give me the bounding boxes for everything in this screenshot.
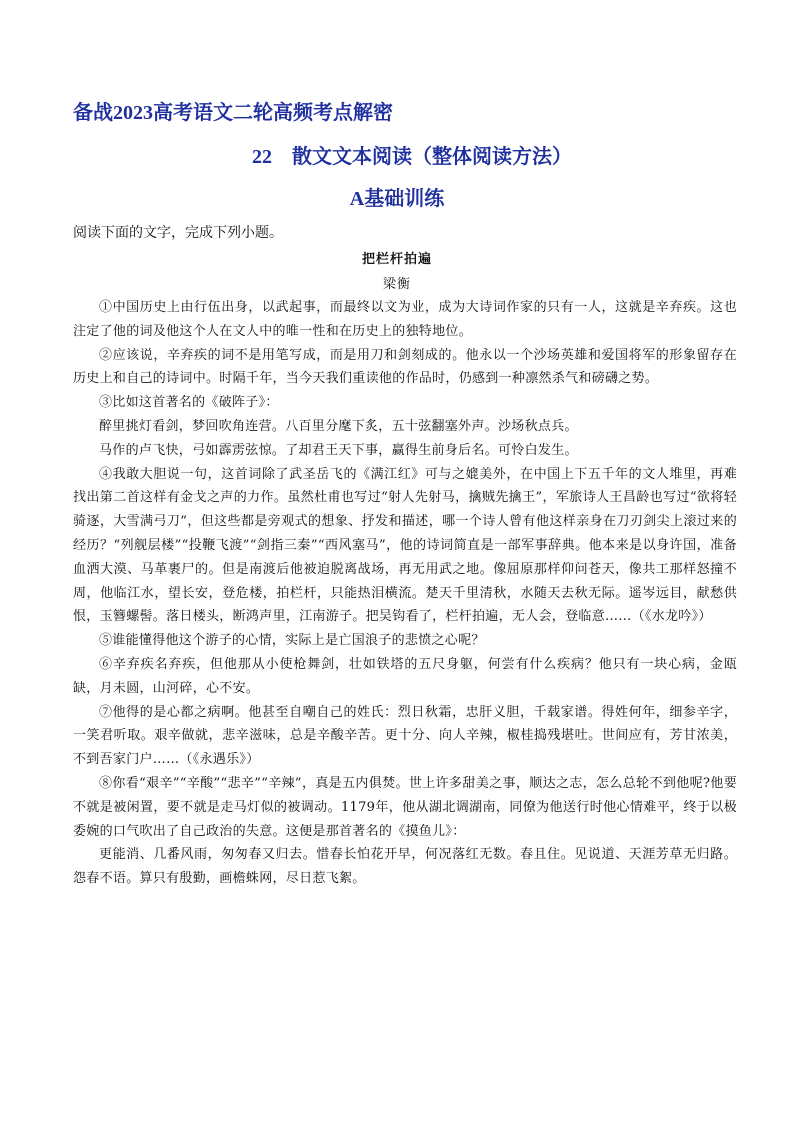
paragraph: ⑥辛弃疾名弃疾，但他那从小使枪舞剑，壮如铁塔的五尺身躯，何尝有什么疾病？他只有一块心病，金瓯缺，月未圆，山河碎，心不安。 <box>73 656 737 696</box>
sub-title: 22 散文文本阅读（整体阅读方法） <box>252 146 572 168</box>
poem-line: 马作的卢飞快，弓如霹雳弦惊。了却君王天下事，赢得生前身后名。可怜白发生。 <box>99 442 578 458</box>
article-body <box>73 296 737 891</box>
paragraph: ①中国历史上由行伍出身，以武起事，而最终以文为业，成为大诗词作家的只有一人，这就是辛弃疾。这也注定了他的词及他这个人在文人中的唯一性和在历史上的独特地位。 <box>73 300 737 339</box>
poem-line: 更能消、几番风雨，匆匆春又归去。惜春长怕花开早，何况落红无数。春且住。见说道、天涯芳草无归路。怨春不语。算只有殷勤，画檐蛛网，尽日惹飞絮。 <box>73 847 737 887</box>
paragraph: ⑧你看“艰辛”“辛酸”“悲辛”“辛辣”，真是五内俱焚。世上许多甜美之事，顺达之志，怎么总轮不到他呢?他要不就是被闲置，要不就是走马灯似的被调动。1179年，他从湖北调湖南，同僚为他送行时他心情难平，终于以极委婉的口气吹出了自己政治的失意。这便是那首著名的《摸鱼儿》： <box>73 775 737 839</box>
main-title: 备战2023高考语文二轮高频考点解密 <box>73 102 393 124</box>
instruction-text: 阅读下面的文字，完成下列小题。 <box>73 224 283 240</box>
poem-line: 醉里挑灯看剑，梦回吹角连营。八百里分麾下炙，五十弦翻塞外声。沙场秋点兵。 <box>99 418 578 434</box>
article-title: 把栏杆拍遍 <box>361 252 432 267</box>
paragraph: ③比如这首著名的《破阵子》： <box>99 395 279 411</box>
article-author: 梁衡 <box>382 277 411 292</box>
paragraph: ⑦他得的是心都之病啊。他甚至自嘲自己的姓氏：烈日秋霜，忠肝义胆，千载家谱。得姓何年，细参辛字，一笑君听取。艰辛做就，悲辛滋味，总是辛酸辛苦。更十分、向人辛辣，椒桂捣残堪吐。世间应有，芳甘浓美，不到吾家门户……（《永遇乐》） <box>73 704 737 768</box>
section-title: A基础训练 <box>349 188 445 210</box>
paragraph: ④我敢大胆说一句，这首词除了武圣岳飞的《满江红》可与之媲美外，在中国上下五千年的文人堆里，再难找出第二首这样有金戈之声的力作。虽然杜甫也写过“射人先射马，擒贼先擒王”，军旅诗人王昌龄也写过“欲将轻骑逐，大雪满弓刀”，但这些都是旁观式的想象、抒发和描述，哪一个诗人曾有他这样亲身在刀刃剑尖上滚过来的经历？“列舰层楼”“投鞭飞渡”“剑指三秦”“西风塞马”，他的诗词简直是一部军事辞典。他本来是以身许国，准备血洒大漠、马革裹尸的。但是南渡后他被迫脱离战场，再无用武之地。像屈原那样仰问苍天，像共工那样怒撞不周，他临江水，望长安，登危楼，拍栏杆，只能热泪横流。楚天千里清秋，水随天去秋无际。遥岑远目，献愁供恨，玉簪螺髻。落日楼头，断鸿声里，江南游子。把吴钩看了，栏杆拍遍，无人会，登临意……（《水龙吟》） <box>73 466 737 625</box>
paragraph: ⑤谁能懂得他这个游子的心情，实际上是亡国浪子的悲愤之心呢？ <box>99 633 485 649</box>
paragraph: ②应该说，辛弃疾的词不是用笔写成，而是用刀和剑刻成的。他永以一个沙场英雄和爱国将军的形象留存在历史上和自己的诗词中。时隔千年，当今天我们重读他的作品时，仍感到一种凛然杀气和磅礴之势。 <box>73 347 737 387</box>
